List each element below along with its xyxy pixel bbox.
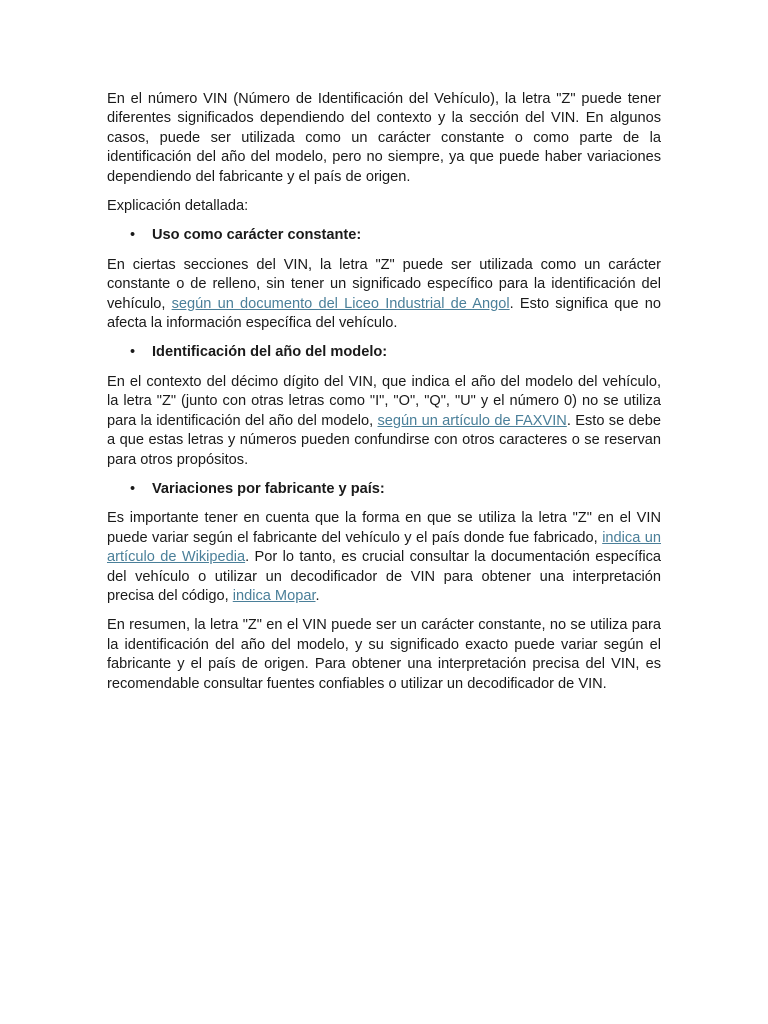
section3-title-item [130,480,661,499]
section1-text-before: En ciertas secciones del VIN, la letra "Z" puede ser utilizada como un carácter constante o de relleno, sin tener un significado específico para la identificación del vehículo, [107,256,661,312]
section3-text-middle: . Por lo tanto, es crucial consultar la documentación específica del vehículo o utilizar un decodificador de VIN para obtener una interpretación precisa del código, [107,549,661,604]
section2-text-before: En el contexto del décimo dígito del VIN, que indica el año del modelo del vehículo, la letra "Z" (junto con otras letras como "I", "O", "Q", "U" y el número 0) no se utiliza para la identificación del año del modelo, [107,373,661,429]
section3-paragraph [107,509,661,606]
section2-title: Identificación del año del modelo: [152,344,388,361]
bullet-icon: • [130,480,136,497]
section2-paragraph [107,373,661,470]
section2-list [107,343,661,362]
bullet-icon: • [130,227,136,244]
section1-list [107,226,661,245]
section3-text-after: . [315,587,320,604]
section2-text-after: . Esto se debe a que estas letras y números pueden confundirse con otros caracteres o se reservan para otros propósitos. [107,412,661,468]
section2-title-item [130,343,661,362]
section1-title: Uso como carácter constante: [152,227,362,244]
intro-paragraph: En el número VIN (Número de Identificación del Vehículo), la letra "Z" puede tener diferentes significados dependiendo del contexto y la sección del VIN. En algunos casos, puede ser utilizada como un carácter constante o como parte de la identificación del año del modelo, pero no siempre, ya que puede haber variaciones dependiendo del fabricante y el país de origen. [107,91,661,185]
document-body [107,90,661,704]
bullet-icon: • [130,344,136,361]
conclusion-paragraph: En resumen, la letra "Z" en el VIN puede ser un carácter constante, no se utiliza para la identificación del año del modelo, y su significado exacto puede variar según el fabricante y el país de origen. Para obtener una interpretación precisa del VIN, es recomendable consultar fuentes confiables o utilizar un decodificador de VIN. [107,617,661,692]
liceo-angol-link[interactable]: según un documento del Liceo Industrial de Angol [171,295,510,312]
section3-text-before: Es importante tener en cuenta que la forma en que se utiliza la letra "Z" en el VIN puede variar según el fabricante del vehículo y el país donde fue fabricado, [107,510,661,546]
section3-title: Variaciones por fabricante y país: [152,480,385,497]
faxvin-link[interactable]: según un artículo de FAXVIN [377,412,567,429]
section1-paragraph [107,256,661,334]
detail-heading: Explicación detallada: [107,198,249,215]
mopar-link[interactable]: indica Mopar [232,587,316,604]
section1-text-after: . Esto significa que no afecta la información específica del vehículo. [107,295,661,332]
wikipedia-link[interactable]: indica un artículo de Wikipedia [107,529,662,566]
section3-list [107,480,661,499]
section1-title-item [130,226,661,245]
